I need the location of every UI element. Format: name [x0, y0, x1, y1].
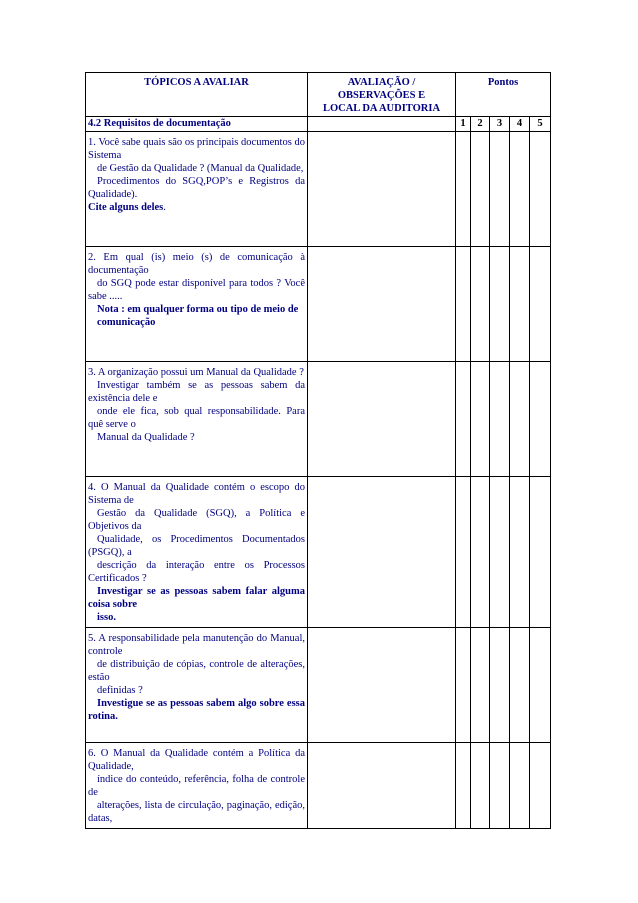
score-cell-2[interactable] — [471, 628, 490, 743]
score-cell-2[interactable] — [471, 362, 490, 477]
score-cell-3[interactable] — [490, 132, 510, 247]
score-cell-2[interactable] — [471, 477, 490, 628]
question-line — [88, 585, 305, 611]
question-row — [86, 477, 551, 628]
question-line-text: Cite alguns deles — [88, 202, 164, 213]
question-line-text: definidas ? — [97, 685, 143, 696]
question-line — [88, 533, 305, 559]
question-line-text: Gestão da Qualidade (SGQ), a Política e Objetivos da — [88, 508, 305, 532]
question-line — [88, 611, 305, 624]
question-line — [88, 251, 305, 277]
score-cell-4[interactable] — [510, 628, 530, 743]
score-cell-2[interactable] — [471, 743, 490, 829]
evaluation-header-line: OBSERVAÇÕES E — [337, 90, 426, 101]
question-line — [88, 175, 305, 201]
question-text — [86, 247, 308, 362]
question-line-text: isso. — [97, 612, 116, 623]
header-row — [86, 73, 551, 117]
question-line — [88, 747, 305, 773]
question-text — [86, 477, 308, 628]
score-cell-5[interactable] — [530, 247, 551, 362]
question-row — [86, 743, 551, 829]
score-cell-4[interactable] — [510, 743, 530, 829]
question-line — [88, 799, 305, 825]
question-line-text: Manual da Qualidade ? — [97, 432, 195, 443]
score-cell-4[interactable] — [510, 477, 530, 628]
score-cell-5[interactable] — [530, 132, 551, 247]
score-cell-1[interactable] — [456, 247, 471, 362]
score-cell-3[interactable] — [490, 628, 510, 743]
evaluation-cell[interactable] — [308, 743, 456, 829]
topics-header — [86, 73, 308, 117]
score-cell-1[interactable] — [456, 743, 471, 829]
score-cell-5[interactable] — [530, 743, 551, 829]
question-line-text: Nota : em qualquer forma ou tipo de meio de — [97, 304, 299, 315]
evaluation-cell[interactable] — [308, 132, 456, 247]
question-line-text: Investigue se as pessoas sabem algo sobre essa rotina. — [88, 698, 305, 722]
question-line — [88, 773, 305, 799]
question-line — [88, 136, 305, 162]
score-cell-1[interactable] — [456, 628, 471, 743]
evaluation-header-line: LOCAL DA AUDITORIA — [322, 103, 441, 114]
evaluation-cell[interactable] — [308, 247, 456, 362]
question-line — [88, 201, 305, 214]
question-line-text: 2. Em qual (is) meio (s) de comunicação à documentação — [88, 252, 305, 276]
evaluation-header-line: AVALIAÇÃO / — [347, 77, 416, 88]
question-line-text: 1. Você sabe quais são os principais documentos do Sistema — [88, 137, 305, 161]
question-line-text: comunicação — [97, 317, 156, 328]
score-cell-4[interactable] — [510, 132, 530, 247]
score-cell-4[interactable] — [510, 362, 530, 477]
score-header-1: 1 — [456, 117, 471, 132]
question-line-suffix: . — [163, 202, 166, 213]
score-cell-4[interactable] — [510, 247, 530, 362]
audit-checklist-table — [85, 72, 551, 829]
score-cell-5[interactable] — [530, 477, 551, 628]
score-header-4: 4 — [510, 117, 530, 132]
score-cell-3[interactable] — [490, 743, 510, 829]
question-line — [88, 658, 305, 684]
score-header-2: 2 — [471, 117, 490, 132]
question-line — [88, 697, 305, 723]
question-line-text: 4. O Manual da Qualidade contém o escopo do Sistema de — [88, 482, 305, 506]
evaluation-cell[interactable] — [308, 477, 456, 628]
question-text — [86, 743, 308, 829]
question-text — [86, 132, 308, 247]
evaluation-header — [308, 73, 456, 117]
question-row — [86, 362, 551, 477]
question-line-text: 5. A responsabilidade pela manutenção do Manual, controle — [88, 633, 305, 657]
section-row — [86, 117, 551, 132]
question-line — [88, 507, 305, 533]
score-cell-3[interactable] — [490, 362, 510, 477]
question-line — [88, 162, 305, 175]
question-line — [88, 559, 305, 585]
score-cell-5[interactable] — [530, 628, 551, 743]
score-cell-3[interactable] — [490, 247, 510, 362]
question-line — [88, 316, 305, 329]
question-line — [88, 481, 305, 507]
question-line-text: Investigar se as pessoas sabem falar alguma coisa sobre — [88, 586, 305, 610]
question-line-text: Investigar também se as pessoas sabem da existência dele e — [88, 380, 305, 404]
question-line — [88, 431, 305, 444]
question-row — [86, 628, 551, 743]
score-cell-3[interactable] — [490, 477, 510, 628]
topics-header-label: TÓPICOS A AVALIAR — [144, 77, 249, 88]
question-line — [88, 303, 305, 316]
question-line-text: de Gestão da Qualidade ? (Manual da Qualidade, — [97, 163, 304, 174]
score-cell-1[interactable] — [456, 362, 471, 477]
section-label: 4.2 Requisitos de documentação — [86, 117, 308, 132]
question-line-text: 3. A organização possui um Manual da Qualidade ? — [88, 367, 304, 378]
question-row — [86, 132, 551, 247]
question-line — [88, 632, 305, 658]
question-text — [86, 362, 308, 477]
question-line — [88, 379, 305, 405]
score-cell-1[interactable] — [456, 132, 471, 247]
question-line-text: alterações, lista de circulação, paginação, edição, datas, — [88, 800, 305, 824]
score-cell-1[interactable] — [456, 477, 471, 628]
score-cell-2[interactable] — [471, 247, 490, 362]
question-row — [86, 247, 551, 362]
question-line-text: descrição da interação entre os Processos Certificados ? — [88, 560, 305, 584]
score-header-5: 5 — [530, 117, 551, 132]
question-line-text: do SGQ pode estar disponível para todos ? Você sabe ..... — [88, 278, 305, 302]
question-line — [88, 366, 305, 379]
points-header-label: Pontos — [487, 77, 519, 88]
question-text — [86, 628, 308, 743]
question-line-text: 6. O Manual da Qualidade contém a Política da Qualidade, — [88, 748, 305, 772]
section-evaluation-cell — [308, 117, 456, 132]
evaluation-cell[interactable] — [308, 362, 456, 477]
question-line — [88, 277, 305, 303]
question-line-text: de distribuição de cópias, controle de alterações, estão — [88, 659, 305, 683]
question-line-text: índice do conteúdo, referência, folha de controle de — [88, 774, 305, 798]
score-cell-2[interactable] — [471, 132, 490, 247]
score-cell-5[interactable] — [530, 362, 551, 477]
score-header-3: 3 — [490, 117, 510, 132]
question-line — [88, 405, 305, 431]
evaluation-cell[interactable] — [308, 628, 456, 743]
question-line-text: Procedimentos do SGQ,POP’s e Registros da Qualidade). — [88, 176, 305, 200]
question-line-text: Qualidade, os Procedimentos Documentados (PSGQ), a — [88, 534, 305, 558]
question-line — [88, 684, 305, 697]
question-line-text: onde ele fica, sob qual responsabilidade. Para quê serve o — [88, 406, 305, 430]
points-header — [456, 73, 551, 117]
